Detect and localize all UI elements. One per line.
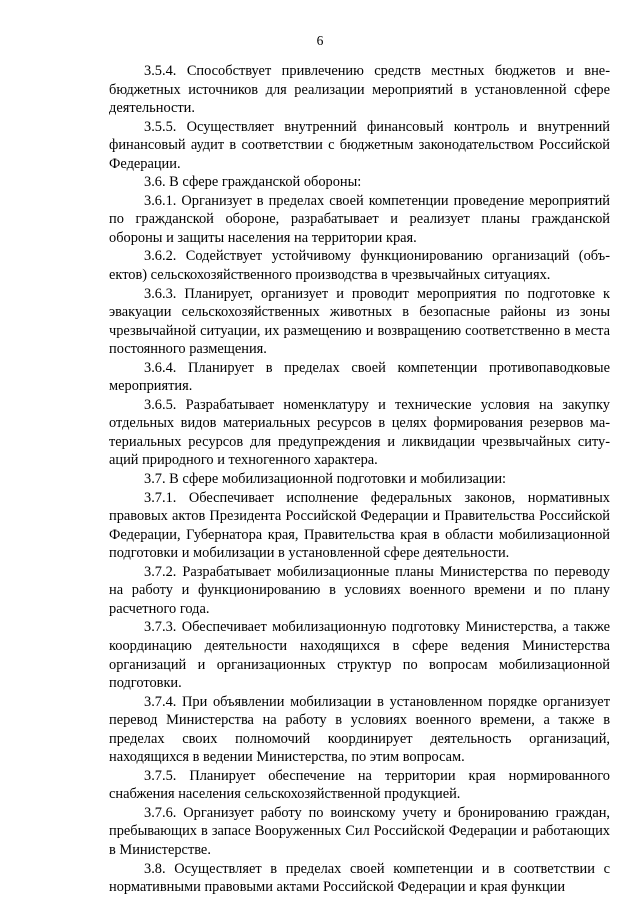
paragraph-3-7-4: 3.7.4. При объявлении мобилизации в установленном порядке организует перевод Министерства на работу в условиях военного времени, а также в пределах своих полномочий координирует деятельность организаций, находящихся в ведении Министерства, по этим вопросам. [109,693,610,766]
paragraph-3-8: 3.8. Осуществляет в пределах своей компетенции и в соответствии с нормативными правовыми актами Российской Федерации и края функции [109,860,610,896]
paragraph-3-7-5: 3.7.5. Планирует обеспечение на территории края нормированного снабжения населения сельскохозяйственной продукцией. [109,767,610,803]
paragraph-3-6-4: 3.6.4. Планирует в пределах своей компетенции противопаводковые мероприятия. [109,359,610,395]
section-heading-3-7: 3.7. В сфере мобилизационной подготовки и мобилизации: [144,471,507,488]
page-number: 6 [316,33,324,48]
paragraph-3-7-3: 3.7.3. Обеспечивает мобилизационную подготовку Министерства, а также координацию деятельности находящихся в сфере ведения Министерства организаций и организационных структур по вопросам мобилизационной подготовки. [109,619,610,692]
section-heading-3-6: 3.6. В сфере гражданской обороны: [144,174,362,191]
paragraph-3-5-4: 3.5.4. Способствует привлечению средств местных бюджетов и внебюджетных источников для реализации мероприятий в установленной сфере деятельности. [109,63,610,117]
paragraph-3-6-5: 3.6.5. Разрабатывает номенклатуру и технические условия на закупку отдельных видов материальных ресурсов в целях формирования резервов материальных ресурсов для предупреждения и ликвидации чрезвычайных ситуаций природного и техногенного характера. [109,396,610,469]
paragraph-3-6-1: 3.6.1. Организует в пределах своей компетенции проведение мероприятий по гражданской обороне, разрабатывает и реализует планы гражданской обороны и защиты населения на территории края. [109,192,610,246]
document-body [109,62,610,897]
paragraph-3-7-6: 3.7.6. Организует работу по воинскому учету и бронированию граждан, пребывающих в запасе Вооруженных Сил Российской Федерации и работающих в Министерстве. [109,804,610,858]
paragraph-3-7-1: 3.7.1. Обеспечивает исполнение федеральных законов, нормативных правовых актов Президента Российской Федерации и Правительства Российской Федерации, Губернатора края, Правительства края в области мобилизационной подготовки и мобилизации в установленной сфере деятельности. [109,489,610,562]
paragraph-3-5-5: 3.5.5. Осуществляет внутренний финансовый контроль и внутренний финансовый аудит в соответствии с бюджетным законодательством Российской Федерации. [109,118,610,172]
paragraph-3-7-2: 3.7.2. Разрабатывает мобилизационные планы Министерства по переводу на работу и функционированию в условиях военного времени и по плану расчетного года. [109,563,610,617]
paragraph-3-6-2: 3.6.2. Содействует устойчивому функционированию организаций (объектов) сельскохозяйственного производства в чрезвычайных ситуациях. [109,248,610,284]
paragraph-3-6-3: 3.6.3. Планирует, организует и проводит мероприятия по подготовке к эвакуации сельскохозяйственных животных в безопасные районы из зоны чрезвычайной ситуации, их размещению и возвращению соответственно в места постоянного размещения. [109,285,610,358]
